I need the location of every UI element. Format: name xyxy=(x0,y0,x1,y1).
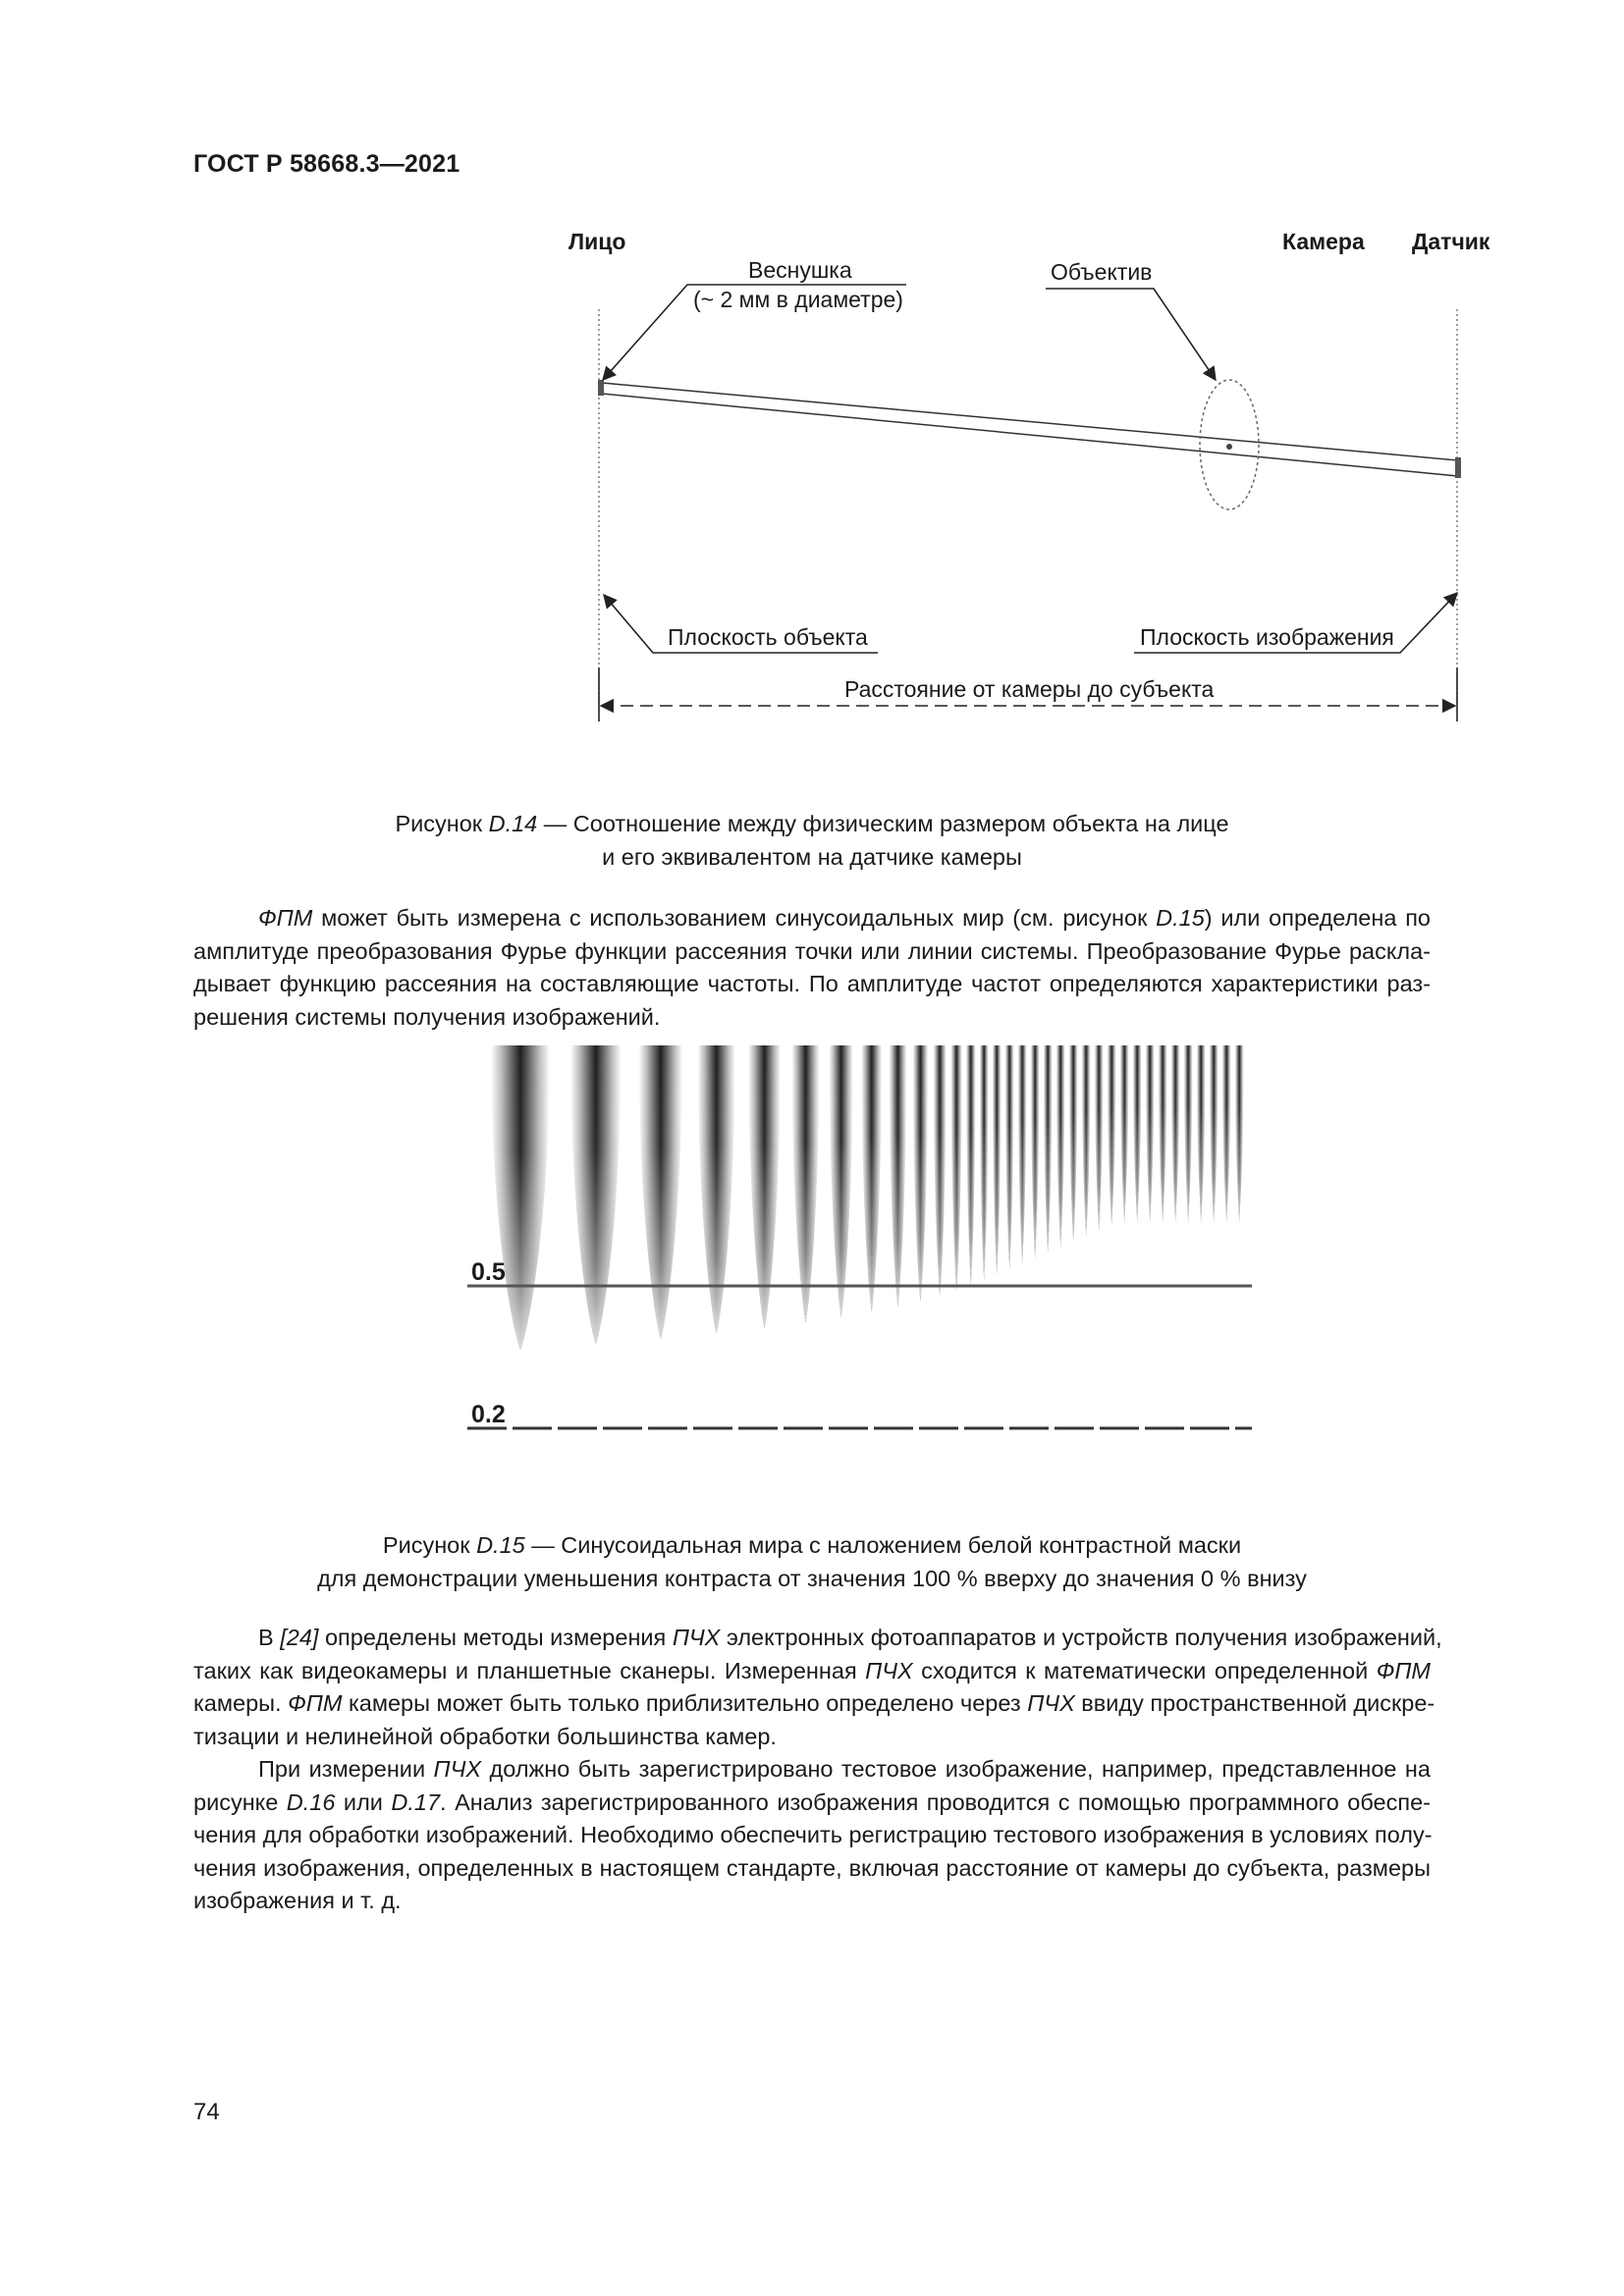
contrast-label-0.5: 0.5 xyxy=(471,1258,506,1286)
label-face: Лицо xyxy=(568,229,626,254)
label-freckle: Веснушка xyxy=(748,257,852,283)
label-sensor: Датчик xyxy=(1412,229,1490,254)
document-header: ГОСТ Р 58668.3—2021 xyxy=(193,150,460,178)
page-number: 74 xyxy=(193,2099,220,2125)
paragraph-sfr-measurement: При измерении ПЧХ должно быть зарегистрировано тестовое изображение, например, представленное на рисунке D.16 или D.17. Анализ зарегистрированного изображения проводится с помощью программного обеспе- чения для обработки изображений. Необходимо обеспечить регистрацию тестового изображения в условиях полу- чения изображения, определенных в настоящем стандарте, включая расстояние от камеры до субъекта, размеры изображения и т. д. xyxy=(193,1756,1433,1913)
figure-d14-caption: Рисунок D.14 — Соотношение между физическим размером объекта на лице и его эквивалентом на датчике камеры xyxy=(395,811,1229,870)
label-camera: Камера xyxy=(1282,229,1365,254)
label-freckle-size: (~ 2 мм в диаметре) xyxy=(693,287,903,312)
figure-d15-caption: Рисунок D.15 — Синусоидальная мира с наложением белой контрастной маски для демонстрации уменьшения контраста от значения 100 % вверху до значения 0 % внизу xyxy=(317,1532,1307,1591)
label-object-plane: Плоскость объекта xyxy=(668,624,868,650)
label-image-plane: Плоскость изображения xyxy=(1140,624,1394,650)
label-lens: Объектив xyxy=(1051,259,1153,285)
paragraph-sfr-methods: В [24] определены методы измерения ПЧХ электронных фотоаппаратов и устройств получения изображений, таких как видеокамеры и планшетные сканеры. Измеренная ПЧХ сходится к математически определенной ФПМ камеры. ФПМ камеры может быть только приблизительно определено через ПЧХ ввиду пространственной дискре- тизации и нелинейной обработки большинства камер. xyxy=(193,1625,1442,1749)
contrast-label-0.2: 0.2 xyxy=(471,1401,506,1428)
label-distance: Расстояние от камеры до субъекта xyxy=(844,676,1215,702)
paragraph-mtf: ФПМ может быть измерена с использованием синусоидальных мир (см. рисунок D.15) или определена по амплитуде преобразования Фурье функции рассеяния точки или линии системы. Преобразование Фурье раскла- дывает функцию рассеяния на составляющие частоты. По амплитуде частот определяются характеристики раз- решения системы получения изображений. xyxy=(193,905,1431,1030)
